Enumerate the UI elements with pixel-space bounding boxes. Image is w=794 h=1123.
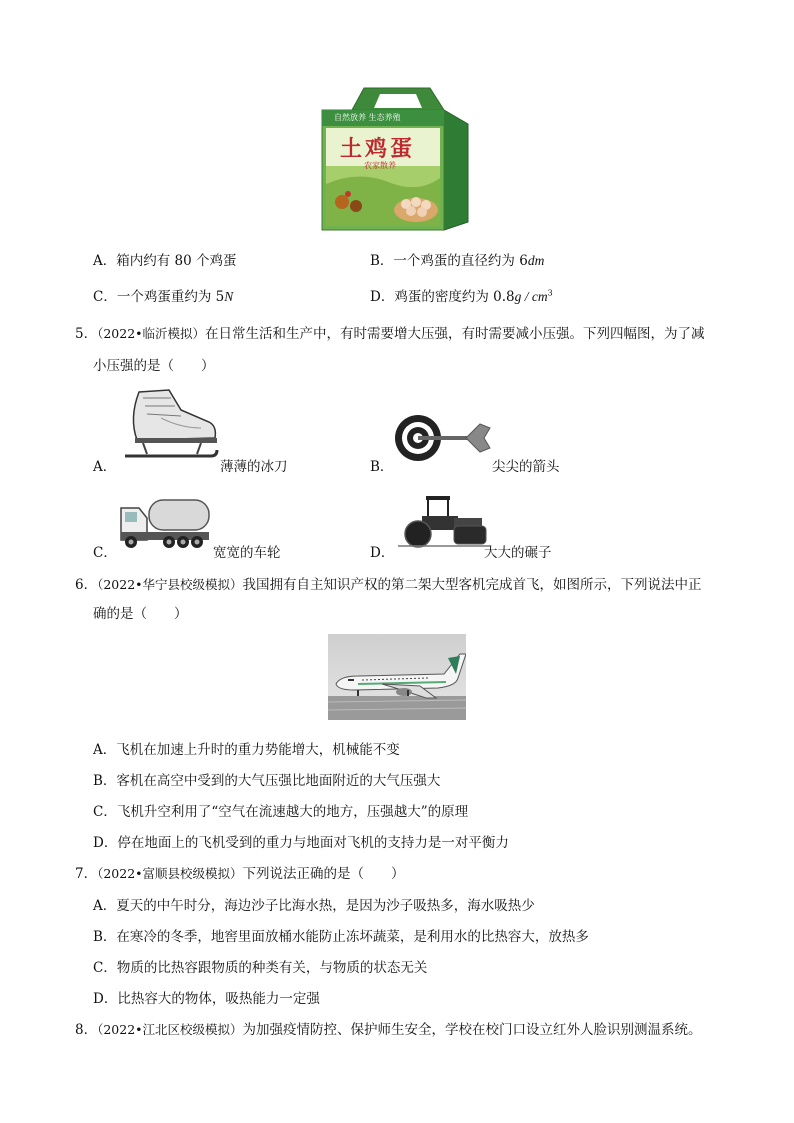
option-letter: C． (93, 804, 117, 820)
option-letter: C． (93, 545, 117, 561)
road-roller-icon (398, 494, 490, 548)
q4-option-c[interactable] (93, 285, 233, 305)
question-stem: 为加强疫情防控、保护师生安全，学校在校门口设立红外人脸识别测温系统。 (242, 1022, 702, 1038)
question-stem: 下列说法正确的是（ ） (242, 866, 405, 882)
q5-option-a[interactable] (93, 386, 333, 475)
question-source: （2022•华宁县校级模拟） (97, 577, 243, 592)
question-number: 8． (75, 1022, 98, 1038)
option-text: 比热容大的物体，吸热能力一定强 (117, 991, 320, 1007)
q8-stem-line1 (75, 1018, 702, 1038)
q7-option-c[interactable] (93, 956, 427, 976)
question-number: 5． (75, 326, 98, 342)
q6-stem-line1 (75, 573, 702, 593)
q6-option-d[interactable] (93, 831, 509, 851)
option-text: 物质的比热容跟物质的种类有关，与物质的状态无关 (116, 960, 428, 976)
option-unit: dm (527, 253, 545, 268)
option-letter: C． (93, 960, 117, 976)
option-caption: 尖尖的箭头 (492, 459, 560, 475)
q5-option-c[interactable] (93, 490, 333, 560)
egg-box-title: 土鸡蛋 (340, 136, 416, 162)
option-unit: N (224, 289, 234, 304)
option-text: 停在地面上的飞机受到的重力与地面对飞机的支持力是一对平衡力 (117, 835, 509, 851)
option-letter: D． (93, 835, 118, 851)
tanker-truck-icon (119, 492, 211, 552)
option-caption: 薄薄的冰刀 (220, 459, 288, 475)
q6-option-a[interactable] (93, 738, 400, 758)
q5-stem-line2: 小压强的是（ ） (93, 358, 215, 374)
airplane-photo (328, 634, 466, 720)
option-letter: B． (370, 459, 394, 475)
option-letter: B． (93, 929, 117, 945)
q7-option-a[interactable] (93, 894, 535, 914)
egg-box-top-text: 自然放养 生态养殖 (334, 113, 401, 122)
q7-option-b[interactable] (93, 925, 589, 945)
q4-option-d[interactable] (370, 285, 553, 305)
option-text: 一个鸡蛋的直径约为 6 (393, 253, 528, 269)
option-text: 箱内约有 80 个鸡蛋 (116, 253, 237, 269)
option-letter: D． (93, 991, 118, 1007)
option-text: 鸡蛋的密度约为 0.8 (394, 289, 515, 305)
q5-stem-line1 (75, 322, 705, 342)
ice-skate-icon (121, 388, 219, 464)
q7-stem-line1 (75, 862, 405, 882)
q6-option-c[interactable] (93, 800, 468, 820)
option-letter: A． (93, 898, 117, 914)
q6-stem-line2: 确的是（ ） (93, 606, 188, 622)
option-letter: D． (370, 289, 395, 305)
q4-option-b[interactable] (370, 249, 544, 269)
option-text: 一个鸡蛋重约为 5 (116, 289, 225, 305)
question-stem: 在日常生活和生产中，有时需要增大压强，有时需要减小压强。下列四幅图，为了减 (205, 326, 705, 342)
option-letter: B． (93, 773, 117, 789)
option-caption: 宽宽的车轮 (213, 545, 281, 561)
question-source: （2022•临沂模拟） (97, 326, 206, 341)
question-source: （2022•富顺县校级模拟） (97, 866, 243, 881)
option-text: 夏天的中午时分，海边沙子比海水热，是因为沙子吸热多，海水吸热少 (116, 898, 535, 914)
option-unit: g / cm (514, 289, 548, 304)
q5-option-b[interactable] (370, 400, 610, 475)
option-text: 飞机在加速上升时的重力势能增大，机械能不变 (116, 742, 400, 758)
q7-option-d[interactable] (93, 987, 320, 1007)
question-source: （2022•江北区校级模拟） (97, 1022, 243, 1037)
q6-option-b[interactable] (93, 769, 440, 789)
option-letter: A． (93, 253, 117, 269)
dart-target-icon (394, 412, 494, 464)
option-letter: B． (370, 253, 394, 269)
egg-box-image (318, 84, 478, 232)
question-number: 7． (75, 866, 98, 882)
option-letter: A． (93, 459, 117, 475)
option-text: 客机在高空中受到的大气压强比地面附近的大气压强大 (116, 773, 441, 789)
option-unit-sup: 3 (547, 288, 553, 298)
q5-option-d[interactable] (370, 494, 610, 560)
option-text: 在寒冷的冬季，地窖里面放桶水能防止冻坏蔬菜，是利用水的比热容大，放热多 (116, 929, 589, 945)
option-caption: 大大的碾子 (484, 545, 552, 561)
option-letter: A． (93, 742, 117, 758)
option-letter: C． (93, 289, 117, 305)
option-letter: D． (370, 545, 395, 561)
question-stem: 我国拥有自主知识产权的第二架大型客机完成首飞，如图所示，下列说法中正 (242, 577, 702, 593)
question-number: 6． (75, 577, 98, 593)
egg-box-subtitle: 农家散养 (364, 161, 396, 170)
q4-option-a[interactable] (93, 249, 237, 269)
option-text: 飞机升空利用了“空气在流速越大的地方，压强越大”的原理 (116, 804, 469, 820)
